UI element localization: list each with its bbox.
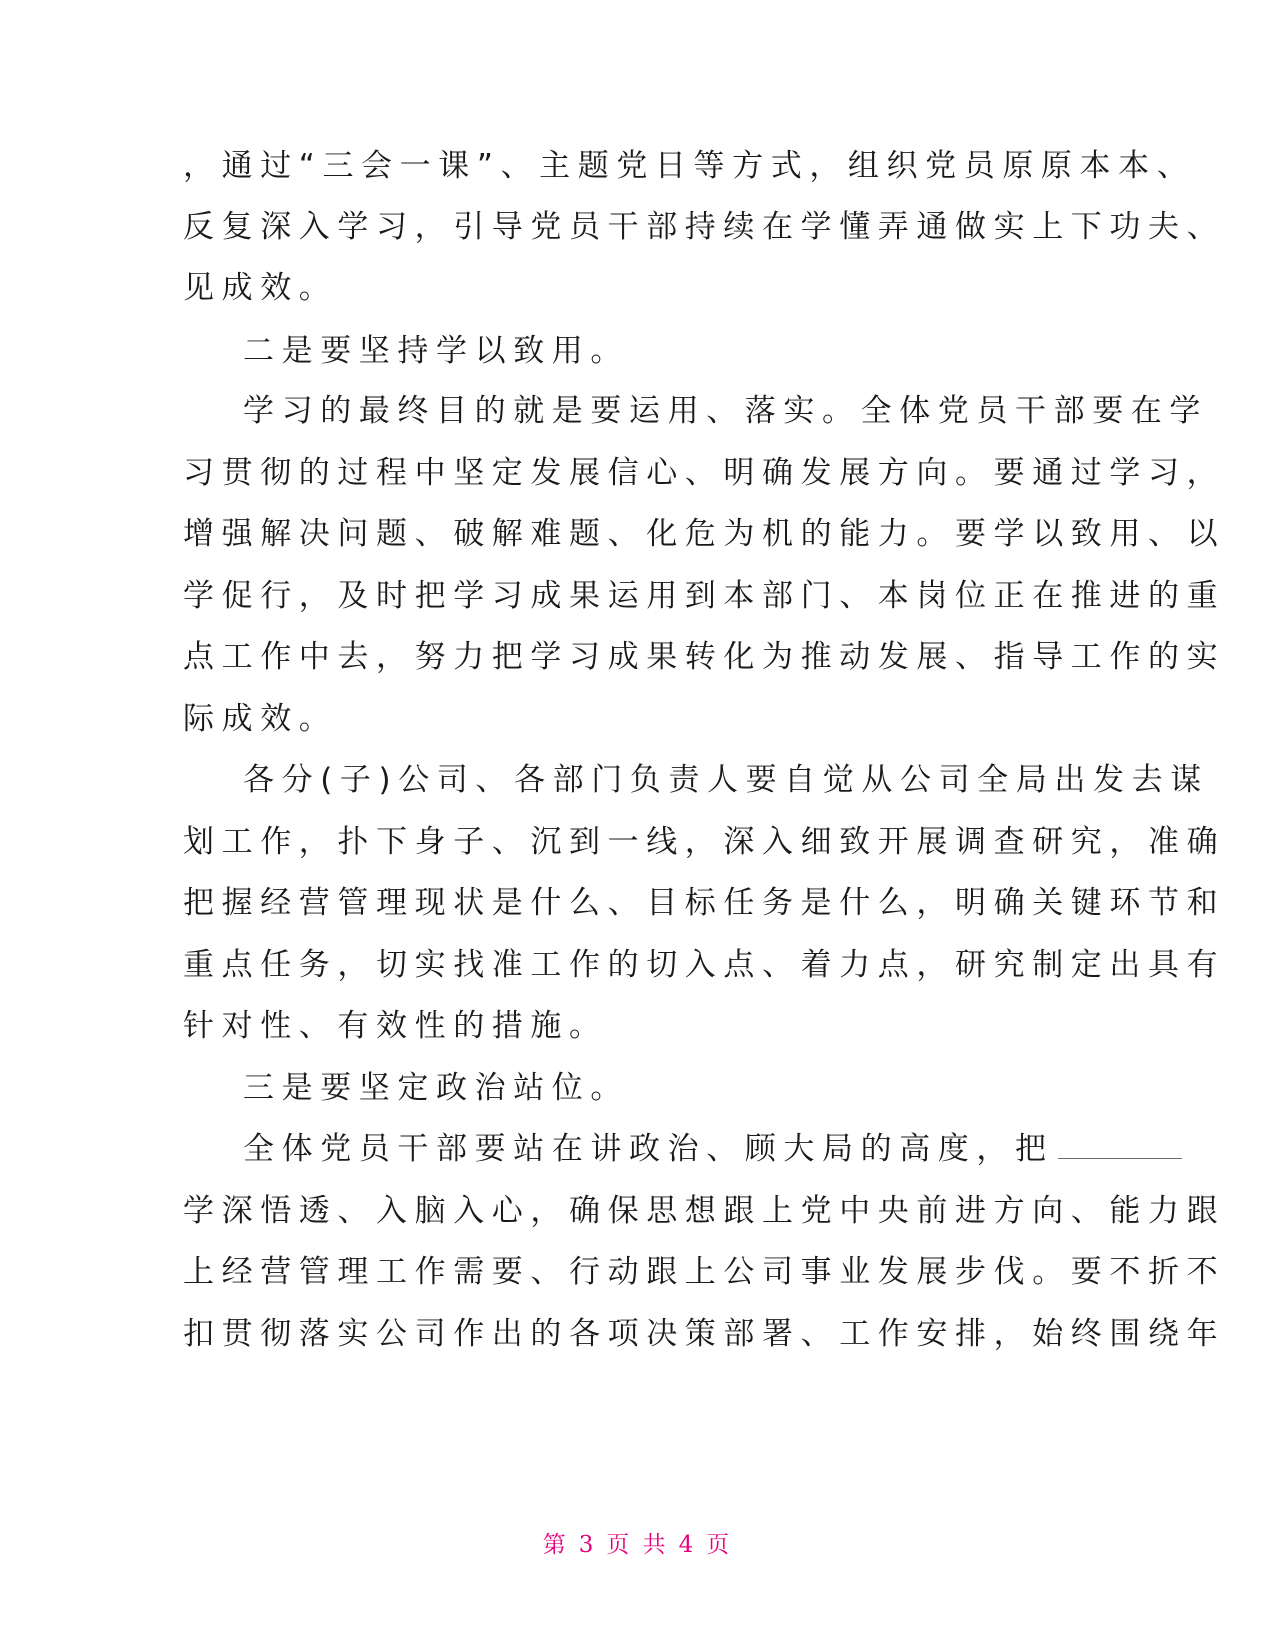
text-line: ，通过“三会一课”、主题党日等方式，组织党员原原本本、 [183, 148, 1196, 184]
total-pages-number: 4 [678, 1532, 697, 1558]
text-line: 重点任务，切实找准工作的切入点、着力点，研究制定出具有 [183, 947, 1226, 983]
current-page-number: 3 [578, 1532, 597, 1558]
section-heading: 三是要坚定政治站位。 [243, 1070, 629, 1106]
section-heading: 二是要坚持学以致用。 [243, 333, 629, 369]
footer-middle: 页 共 [606, 1532, 669, 1558]
text-line: 反复深入学习，引导党员干部持续在学懂弄通做实上下功夫、 [183, 209, 1226, 245]
text-line: 扣贯彻落实公司作出的各项决策部署、工作安排，始终围绕年 [183, 1316, 1226, 1352]
footer-prefix: 第 [542, 1532, 569, 1558]
text-line: 习贯彻的过程中坚定发展信心、明确发展方向。要通过学习， [183, 455, 1226, 491]
text-line: 增强解决问题、破解难题、化危为机的能力。要学以致用、以 [183, 516, 1226, 552]
text-line: 学促行，及时把学习成果运用到本部门、本岗位正在推进的重 [183, 578, 1226, 614]
text-line: 各分(子)公司、各部门负责人要自觉从公司全局出发去谋 [243, 762, 1209, 798]
text-line: 际成效。 [183, 701, 338, 737]
text-line: 全体党员干部要站在讲政治、顾大局的高度，把 [243, 1131, 1054, 1167]
text-line: 针对性、有效性的措施。 [183, 1008, 608, 1044]
text-line: 学习的最终目的就是要运用、落实。全体党员干部要在学 [243, 393, 1208, 429]
text-line: 见成效。 [183, 270, 338, 306]
text-line-with-blank [243, 1129, 1182, 1169]
page-footer [0, 1526, 1275, 1559]
text-line: 学深悟透、入脑入心，确保思想跟上党中央前进方向、能力跟 [183, 1193, 1226, 1229]
text-line: 点工作中去，努力把学习成果转化为推动发展、指导工作的实 [183, 639, 1226, 675]
text-line: 划工作，扑下身子、沉到一线，深入细致开展调查研究，准确 [183, 824, 1226, 860]
text-line: 上经营管理工作需要、行动跟上公司事业发展步伐。要不折不 [183, 1254, 1226, 1290]
footer-suffix: 页 [706, 1532, 733, 1558]
fill-in-blank [1058, 1136, 1182, 1159]
text-line: 把握经营管理现状是什么、目标任务是什么，明确关键环节和 [183, 885, 1226, 921]
